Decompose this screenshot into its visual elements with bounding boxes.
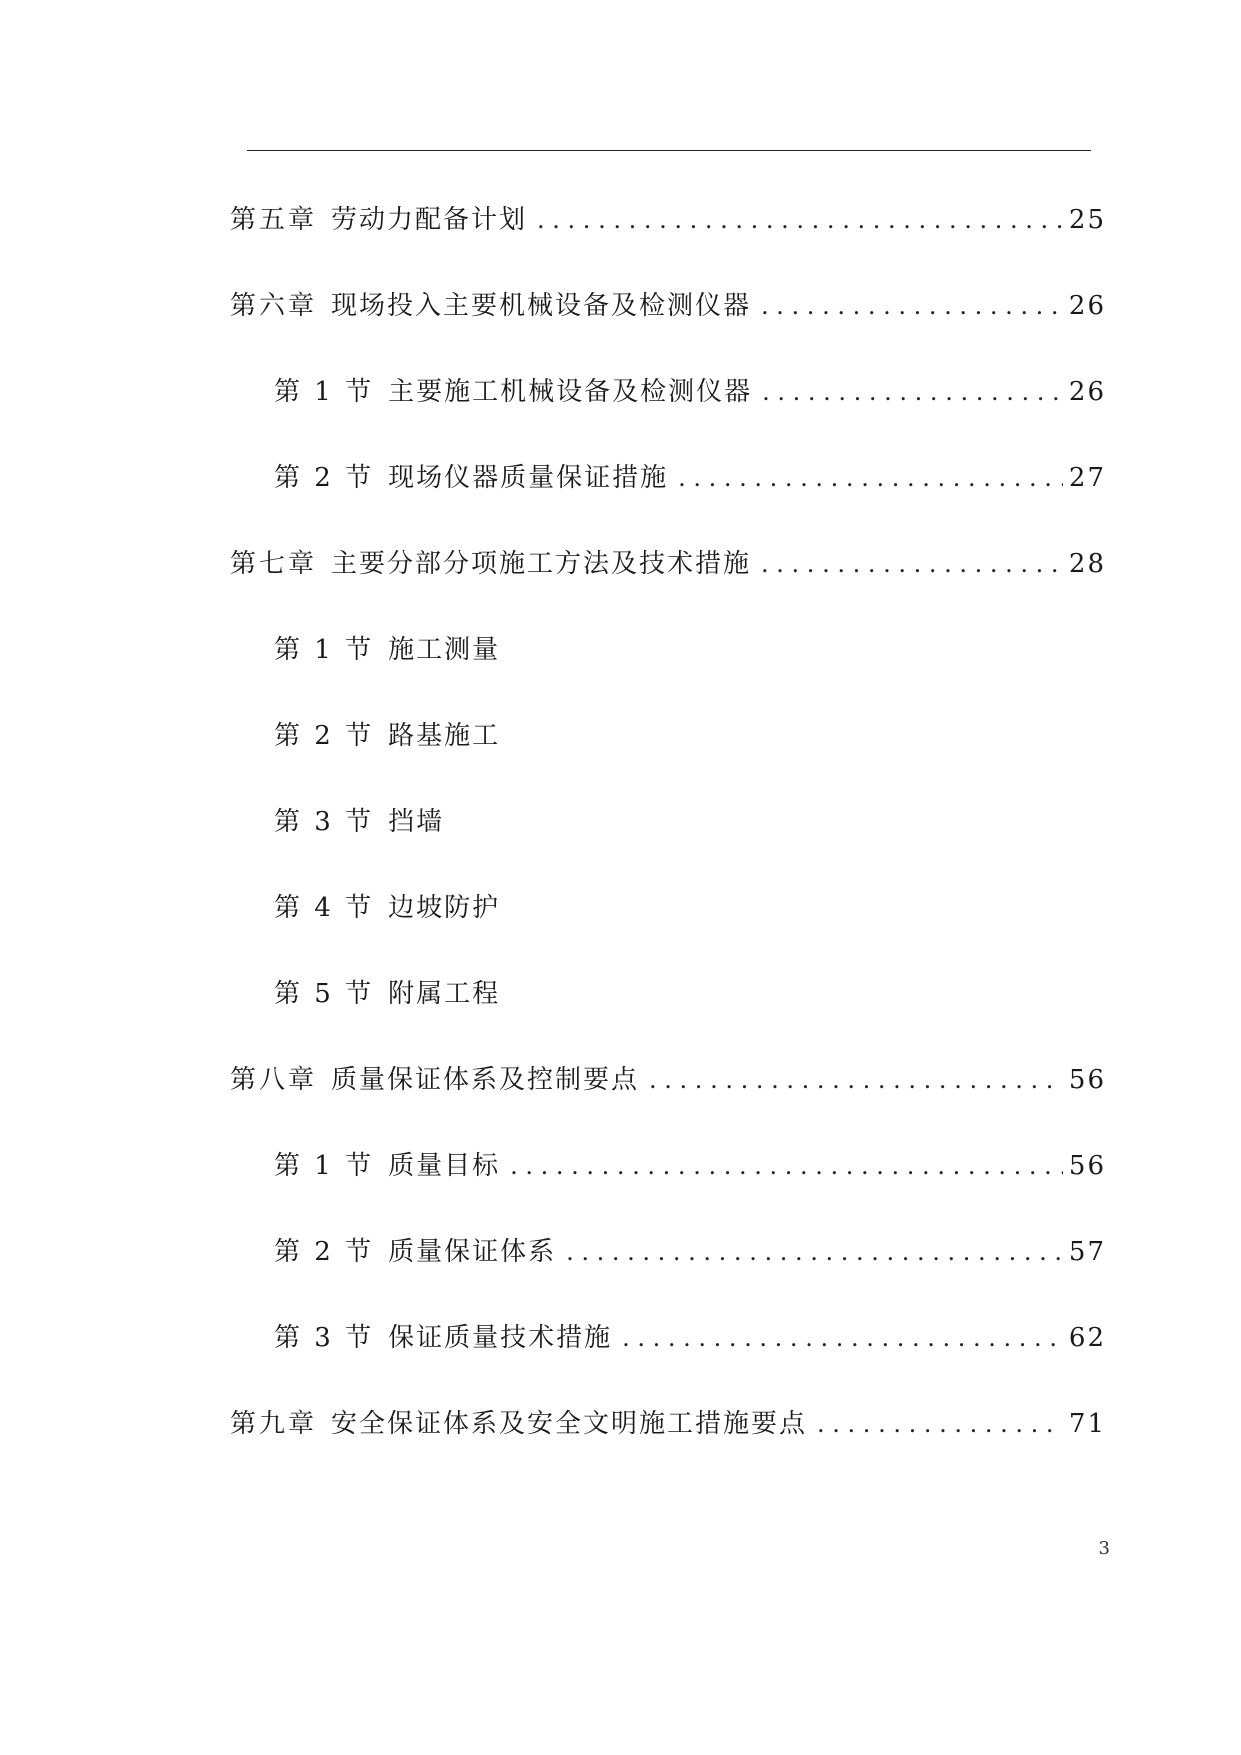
toc-entry-chapter-9[interactable] [230,1402,1106,1446]
toc-entry-number: 第 5 节 [274,979,375,1009]
toc-entry-section-7-5[interactable] [274,972,1106,1016]
toc-entry-page: 57 [1068,1237,1106,1267]
toc-dot-leader [537,198,1063,242]
toc-entry-title: 质量保证体系 [388,1237,557,1267]
toc-entry-number: 第 4 节 [274,893,375,923]
page-number: 3 [1098,1538,1110,1559]
toc-entry-section-6-1[interactable] [274,370,1106,414]
toc-entry-title: 现场仪器质量保证措施 [388,463,669,493]
toc-entry-chapter-7[interactable] [230,542,1106,586]
toc-entry-title: 施工测量 [388,635,501,665]
toc-entry-section-8-1[interactable] [274,1144,1106,1188]
toc-entry-page: 56 [1068,1151,1106,1181]
toc-entry-number: 第 2 节 [274,463,375,493]
toc-entry-section-7-2[interactable] [274,714,1106,758]
toc-entry-title: 边坡防护 [388,893,501,923]
toc-dot-leader [510,1144,1063,1188]
toc-entry-number: 第九章 [230,1409,318,1439]
toc-entry-number: 第 3 节 [274,807,375,837]
toc-dot-leader [817,1402,1063,1446]
toc-dot-leader [761,284,1063,328]
toc-entry-page: 71 [1068,1409,1106,1439]
toc-entry-title: 质量保证体系及控制要点 [331,1065,640,1095]
toc-entry-number: 第五章 [230,205,318,235]
toc-entry-title: 主要施工机械设备及检测仪器 [388,377,753,407]
toc-entry-chapter-5[interactable] [230,198,1106,242]
toc-entry-section-8-3[interactable] [274,1316,1106,1360]
toc-entry-section-7-4[interactable] [274,886,1106,930]
toc-entry-number: 第七章 [230,549,318,579]
toc-dot-leader [622,1316,1063,1360]
toc-entry-page: 26 [1068,291,1106,321]
toc-entry-number: 第 1 节 [274,377,375,407]
toc-entry-number: 第八章 [230,1065,318,1095]
toc-entry-title: 安全保证体系及安全文明施工措施要点 [331,1409,808,1439]
toc-entry-number: 第 1 节 [274,635,375,665]
toc-dot-leader [649,1058,1063,1102]
toc-entry-number: 第 2 节 [274,721,375,751]
toc-entry-section-8-2[interactable] [274,1230,1106,1274]
toc-entry-section-7-1[interactable] [274,628,1106,672]
toc-entry-number: 第 3 节 [274,1323,375,1353]
toc-entry-number: 第 1 节 [274,1151,375,1181]
toc-entry-title: 现场投入主要机械设备及检测仪器 [331,291,752,321]
toc-entry-chapter-8[interactable] [230,1058,1106,1102]
toc-entry-section-7-3[interactable] [274,800,1106,844]
toc-entry-number: 第六章 [230,291,318,321]
toc-entry-section-6-2[interactable] [274,456,1106,500]
toc-entry-page: 28 [1068,549,1106,579]
toc-entry-title: 路基施工 [388,721,501,751]
toc-dot-leader [678,456,1063,500]
toc-entry-page: 56 [1068,1065,1106,1095]
toc-entry-title: 附属工程 [388,979,501,1009]
toc-entry-title: 保证质量技术措施 [388,1323,613,1353]
toc-entry-chapter-6[interactable] [230,284,1106,328]
toc-entry-number: 第 2 节 [274,1237,375,1267]
toc-dot-leader [762,370,1063,414]
toc-dot-leader [566,1230,1063,1274]
toc-entry-title: 质量目标 [388,1151,501,1181]
toc-entry-page: 26 [1068,377,1106,407]
toc-dot-leader [761,542,1063,586]
toc-entry-page: 25 [1068,205,1106,235]
toc-entry-page: 62 [1068,1323,1106,1353]
toc-entry-page: 27 [1068,463,1106,493]
toc-entry-title: 挡墙 [388,807,445,837]
toc-entry-title: 劳动力配备计划 [331,205,528,235]
toc-entry-title: 主要分部分项施工方法及技术措施 [331,549,752,579]
